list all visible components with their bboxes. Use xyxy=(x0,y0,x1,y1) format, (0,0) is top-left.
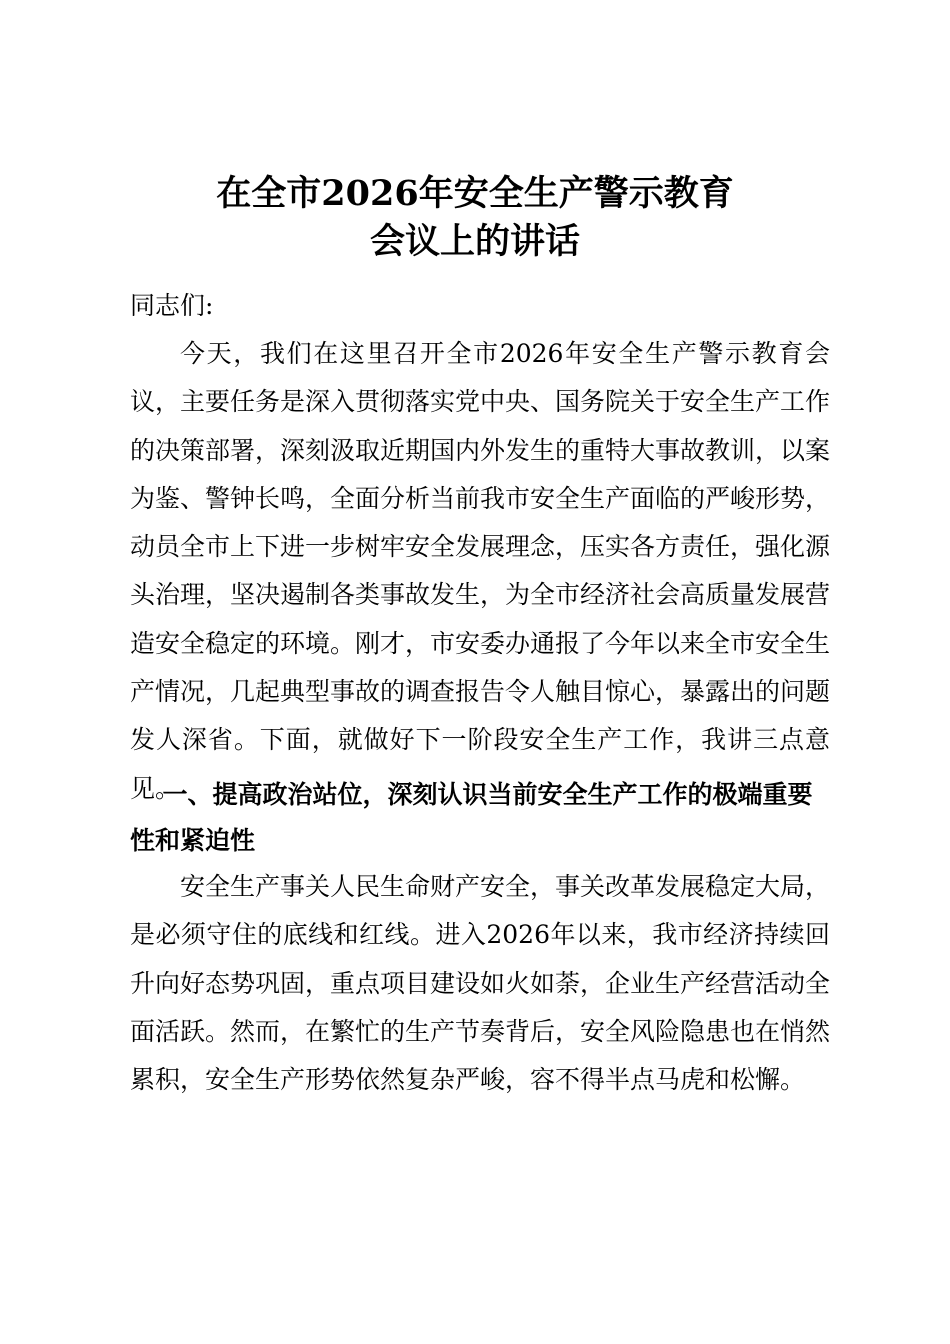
title-line-2: 会议上的讲话 xyxy=(369,221,580,262)
title-line-1: 在全市2026年安全生产警示教育 xyxy=(216,173,734,214)
paragraph-intro: 今天，我们在这里召开全市2026年安全生产警示教育会议，主要任务是深入贯彻落实党中央、国务院关于安全生产工作的决策部署，深刻汲取近期国内外发生的重特大事故教训，以案为鉴、警钟长鸣，全面分析当前我市安全生产面临的严峻形势，动员全市上下进一步树牢安全发展理念，压实各方责任，强化源头治理，坚决遏制各类事故发生，为全市经济社会高质量发展营造安全稳定的环境。刚才，市安委办通报了今年以来全市安全生产情况，几起典型事故的调查报告令人触目惊心，暴露出的问题发人深省。下面，就做好下一阶段安全生产工作，我讲三点意见。 xyxy=(130,339,831,803)
section-heading-1: 一、提高政治站位，深刻认识当前安全生产工作的极端重要性和紧迫性 xyxy=(130,780,813,855)
paragraph-section-1: 安全生产事关人民生命财产安全，事关改革发展稳定大局，是必须守住的底线和红线。进入2026年以来，我市经济持续回升向好态势巩固，重点项目建设如火如荼，企业生产经营活动全面活跃。然而，在繁忙的生产节奏背后，安全风险隐患也在悄然累积，安全生产形势依然复杂严峻，容不得半点马虎和松懈。 xyxy=(130,872,831,1095)
salutation: 同志们: xyxy=(130,291,214,320)
